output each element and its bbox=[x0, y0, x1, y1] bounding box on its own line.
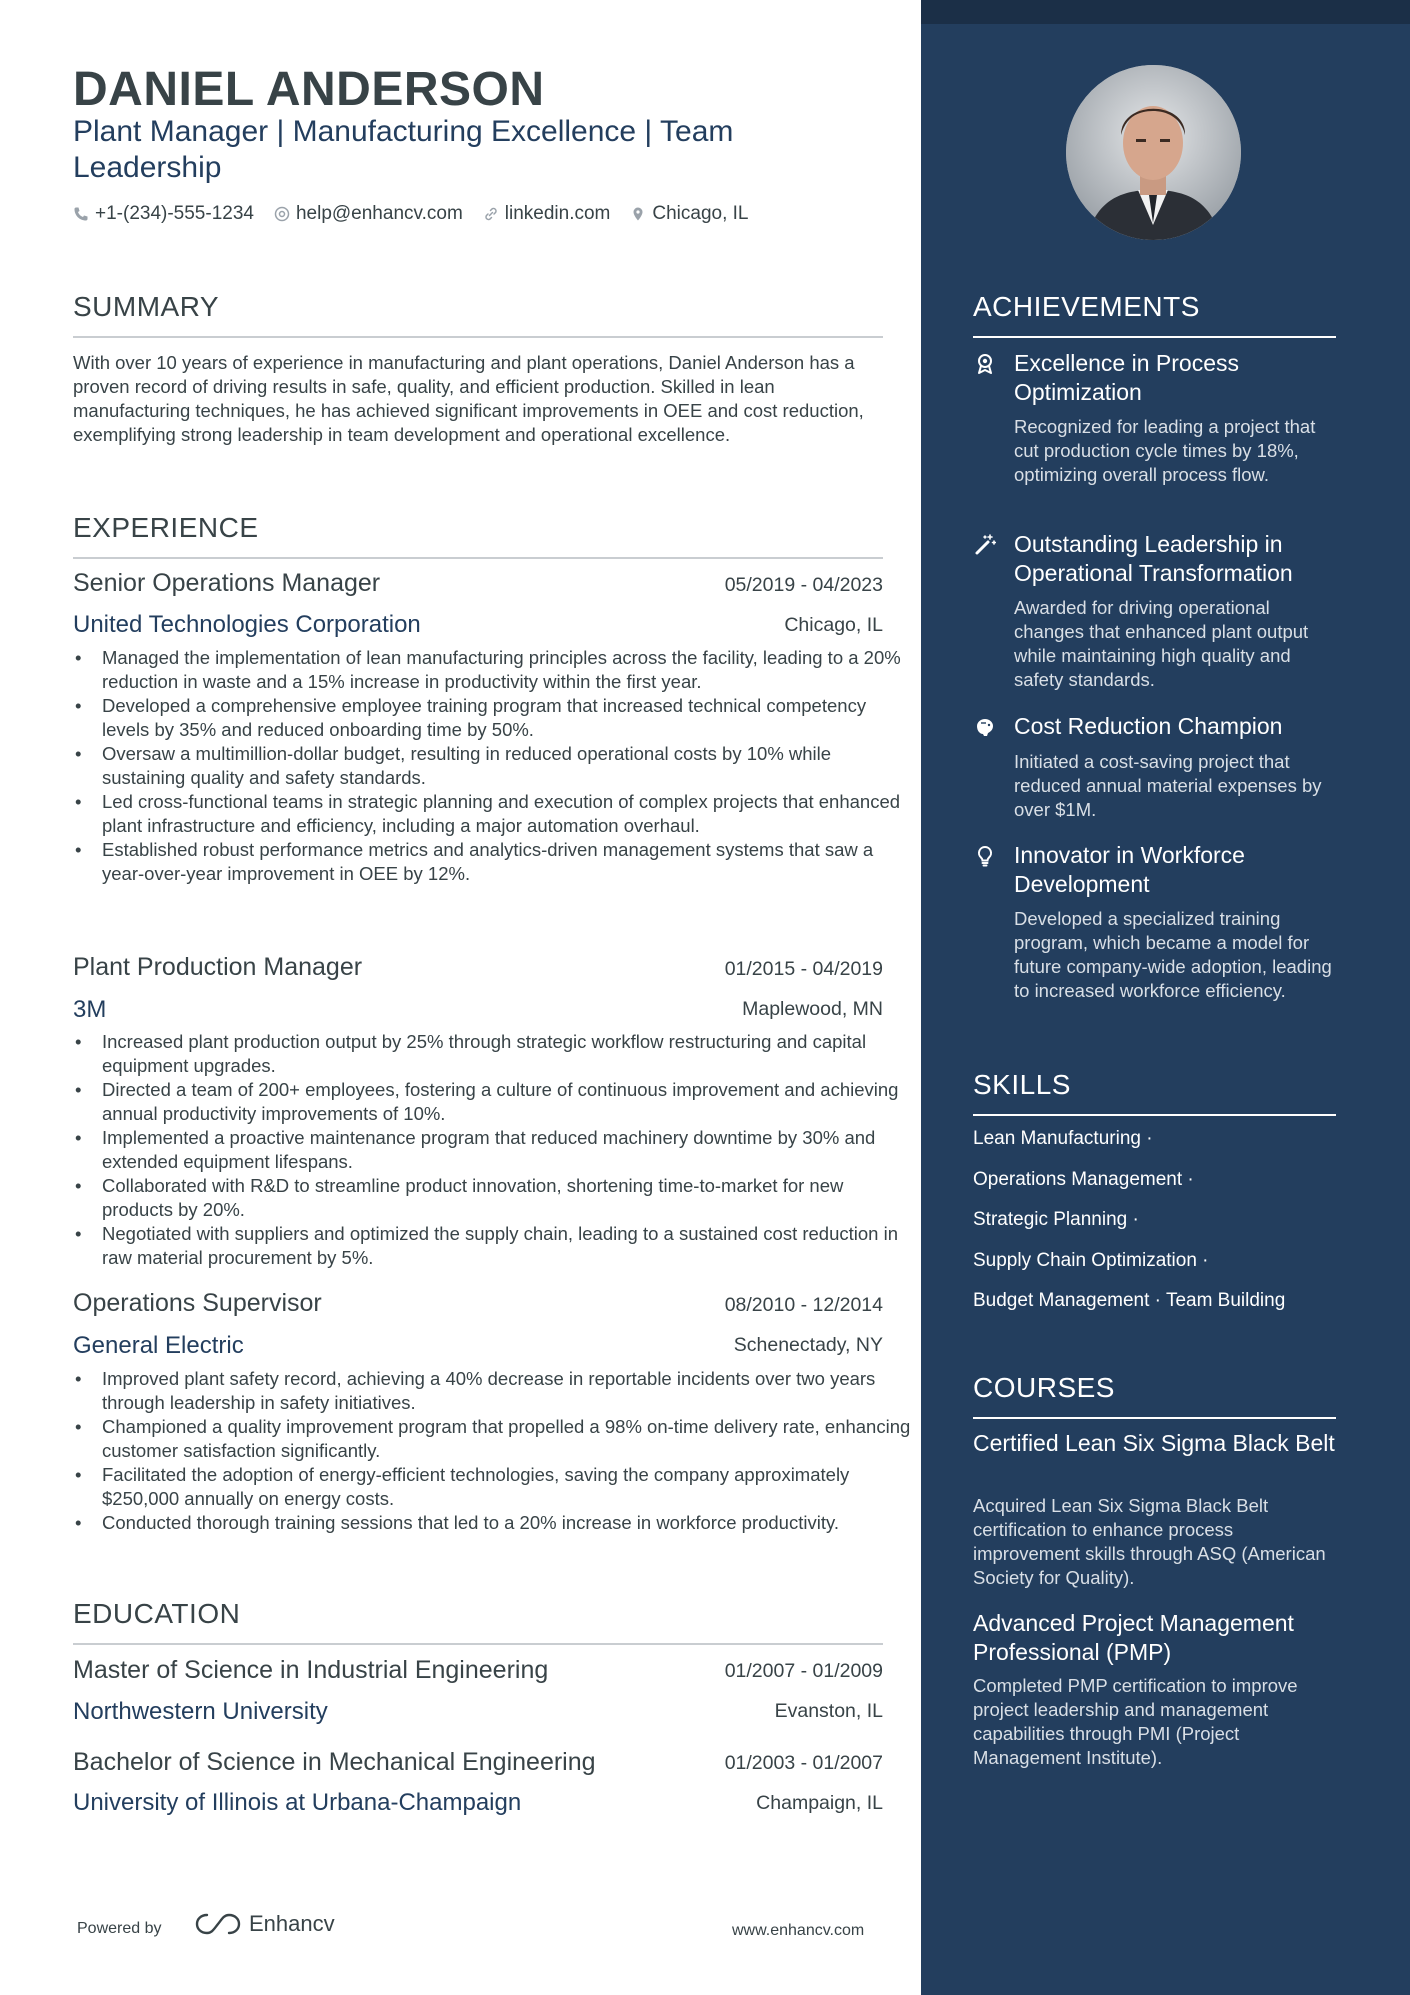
bullet-item: • Established robust performance metrics and analytics-driven management systems that saw a year-over-year improvement in OEE by 12%. bbox=[102, 838, 912, 886]
education-heading: EDUCATION bbox=[73, 1598, 241, 1629]
lightbulb-icon bbox=[974, 845, 996, 867]
degree-title: Master of Science in Industrial Engineering bbox=[73, 1656, 549, 1684]
job-title: Senior Operations Manager bbox=[73, 569, 381, 597]
summary-divider bbox=[73, 336, 883, 338]
school-name: Northwestern University bbox=[73, 1698, 328, 1725]
achievements-divider bbox=[973, 336, 1336, 338]
headline: Plant Manager | Manufacturing Excellence | Team Leadership bbox=[73, 115, 734, 184]
enhancv-brand-text: Enhancv bbox=[249, 1911, 335, 1936]
bullet-item: • Negotiated with suppliers and optimized the supply chain, leading to a sustained cost reduction in raw material procurement by 5%. bbox=[102, 1222, 912, 1270]
job-dates: 05/2019 - 04/2023 bbox=[724, 574, 883, 596]
skill-row: Budget Management · Team Building bbox=[973, 1290, 1286, 1311]
job-bullets bbox=[73, 1030, 912, 1270]
degree-title: Bachelor of Science in Mechanical Engineering bbox=[73, 1748, 596, 1776]
piggy-bank-icon bbox=[974, 716, 996, 738]
bullet-item: • Championed a quality improvement program that propelled a 98% on-time delivery rate, enhancing customer satisfaction significantly. bbox=[102, 1415, 912, 1463]
bullet-item: • Conducted thorough training sessions that led to a 20% increase in workforce productivity. bbox=[102, 1511, 912, 1535]
footer-url[interactable]: www.enhancv.com bbox=[732, 1922, 865, 1939]
school-location: Champaign, IL bbox=[756, 1792, 883, 1814]
skill-row: Lean Manufacturing · bbox=[973, 1128, 1153, 1149]
achievement-title: Outstanding Leadership in Operational Transformation bbox=[1014, 531, 1293, 586]
achievement-desc: Awarded for driving operational changes that enhanced plant output while maintaining high quality and safety standards. bbox=[1014, 597, 1309, 690]
job-location: Schenectady, NY bbox=[733, 1334, 883, 1356]
location-pin-icon bbox=[630, 206, 646, 222]
school-location: Evanston, IL bbox=[774, 1700, 883, 1722]
course-title: Advanced Project Management Professional (PMP) bbox=[973, 1610, 1294, 1665]
profile-photo-image bbox=[1066, 65, 1241, 240]
job-location: Chicago, IL bbox=[784, 614, 883, 636]
at-icon bbox=[274, 206, 290, 222]
medal-icon bbox=[974, 353, 996, 375]
job-title: Plant Production Manager bbox=[73, 953, 363, 981]
phone-icon bbox=[73, 206, 89, 222]
job-location: Maplewood, MN bbox=[742, 998, 883, 1020]
link-icon bbox=[483, 206, 499, 222]
bullet-item: • Oversaw a multimillion-dollar budget, resulting in reduced operational costs by 10% while sustaining quality and safety standards. bbox=[102, 742, 912, 790]
course-desc: Completed PMP certification to improve project leadership and management capabilities through PMI (Project Management Institute). bbox=[973, 1675, 1298, 1768]
enhancv-logo[interactable] bbox=[195, 1911, 335, 1937]
achievement-desc: Developed a specialized training program, which became a model for future company-wide adoption, leading to increased workforce efficiency. bbox=[1014, 908, 1332, 1001]
skill-row: Strategic Planning · bbox=[973, 1209, 1139, 1230]
skill-row: Supply Chain Optimization · bbox=[973, 1250, 1209, 1271]
contact-bar bbox=[73, 203, 749, 225]
contact-linkedin[interactable] bbox=[483, 203, 611, 225]
achievement-title: Cost Reduction Champion bbox=[1014, 713, 1283, 739]
location-text: Chicago, IL bbox=[652, 203, 749, 224]
degree-dates: 01/2007 - 01/2009 bbox=[724, 1660, 883, 1682]
phone-text: +1-(234)-555-1234 bbox=[95, 203, 254, 224]
skills-divider bbox=[973, 1114, 1336, 1116]
job-dates: 08/2010 - 12/2014 bbox=[724, 1294, 883, 1316]
powered-by-label: Powered by bbox=[77, 1920, 162, 1937]
course-desc: Acquired Lean Six Sigma Black Belt certification to enhance process improvement skills through ASQ (American Society for Quality). bbox=[973, 1495, 1326, 1588]
achievements-heading: ACHIEVEMENTS bbox=[973, 291, 1200, 322]
enhancv-logo-icon bbox=[195, 1911, 241, 1937]
experience-heading: EXPERIENCE bbox=[73, 512, 259, 543]
bullet-item: • Improved plant safety record, achieving a 40% decrease in reportable incidents over two years through leadership in safety initiatives. bbox=[102, 1367, 912, 1415]
education-divider bbox=[73, 1643, 883, 1645]
job-bullets bbox=[73, 1367, 912, 1535]
candidate-name: DANIEL ANDERSON bbox=[73, 63, 545, 116]
bullet-item: • Increased plant production output by 25% through strategic workflow restructuring and capital equipment upgrades. bbox=[102, 1030, 912, 1078]
degree-dates: 01/2003 - 01/2007 bbox=[724, 1752, 883, 1774]
bullet-item: • Collaborated with R&D to streamline product innovation, shortening time-to-market for new products by 20%. bbox=[102, 1174, 912, 1222]
contact-email[interactable] bbox=[274, 203, 463, 225]
summary-heading: SUMMARY bbox=[73, 291, 220, 322]
magic-wand-icon bbox=[974, 534, 996, 556]
bullet-item: • Implemented a proactive maintenance program that reduced machinery downtime by 30% and extended equipment lifespans. bbox=[102, 1126, 912, 1174]
courses-divider bbox=[973, 1417, 1336, 1419]
achievement-desc: Recognized for leading a project that cut production cycle times by 18%, optimizing overall process flow. bbox=[1014, 416, 1316, 485]
achievement-title: Innovator in Workforce Development bbox=[1014, 842, 1245, 897]
experience-divider bbox=[73, 557, 883, 559]
profile-photo bbox=[1066, 65, 1241, 240]
linkedin-text: linkedin.com bbox=[504, 203, 611, 224]
skill-row: Operations Management · bbox=[973, 1169, 1194, 1190]
courses-heading: COURSES bbox=[973, 1372, 1115, 1403]
skills-heading: SKILLS bbox=[973, 1069, 1071, 1100]
bullet-item: • Led cross-functional teams in strategic planning and execution of complex projects that enhanced plant infrastructure and efficiency, including a major automation overhaul. bbox=[102, 790, 912, 838]
contact-location bbox=[630, 203, 748, 225]
bullet-item: • Facilitated the adoption of energy-efficient technologies, saving the company approximately $250,000 annually on energy costs. bbox=[102, 1463, 912, 1511]
job-title: Operations Supervisor bbox=[73, 1289, 322, 1317]
job-dates: 01/2015 - 04/2019 bbox=[724, 958, 883, 980]
email-text: help@enhancv.com bbox=[295, 203, 463, 224]
bullet-item: • Managed the implementation of lean manufacturing principles across the facility, leading to a 20% reduction in waste and a 15% increase in productivity within the first year. bbox=[102, 646, 912, 694]
bullet-item: • Directed a team of 200+ employees, fostering a culture of continuous improvement and achieving annual productivity improvements of 10%. bbox=[102, 1078, 912, 1126]
summary-text: With over 10 years of experience in manufacturing and plant operations, Daniel Anderson has a proven record of driving results in safe, quality, and efficient production. Skilled in lean manufacturing techniques, he has achieved significant improvements in OEE and cost reduction, exemplifying strong leadership in team development and operational excellence. bbox=[73, 352, 864, 445]
achievement-title: Excellence in Process Optimization bbox=[1014, 350, 1239, 405]
achievement-desc: Initiated a cost-saving project that reduced annual material expenses by over $1M. bbox=[1014, 751, 1322, 820]
course-title: Certified Lean Six Sigma Black Belt bbox=[973, 1430, 1335, 1456]
job-company: United Technologies Corporation bbox=[73, 611, 421, 638]
job-bullets bbox=[73, 646, 912, 886]
job-company: General Electric bbox=[73, 1332, 244, 1359]
contact-phone[interactable] bbox=[73, 203, 254, 225]
job-company: 3M bbox=[73, 996, 107, 1023]
sidebar-top-strip bbox=[921, 0, 1410, 24]
school-name: University of Illinois at Urbana-Champaign bbox=[73, 1789, 522, 1816]
bullet-item: • Developed a comprehensive employee training program that increased technical competency levels by 35% and reduced onboarding time by 50%. bbox=[102, 694, 912, 742]
